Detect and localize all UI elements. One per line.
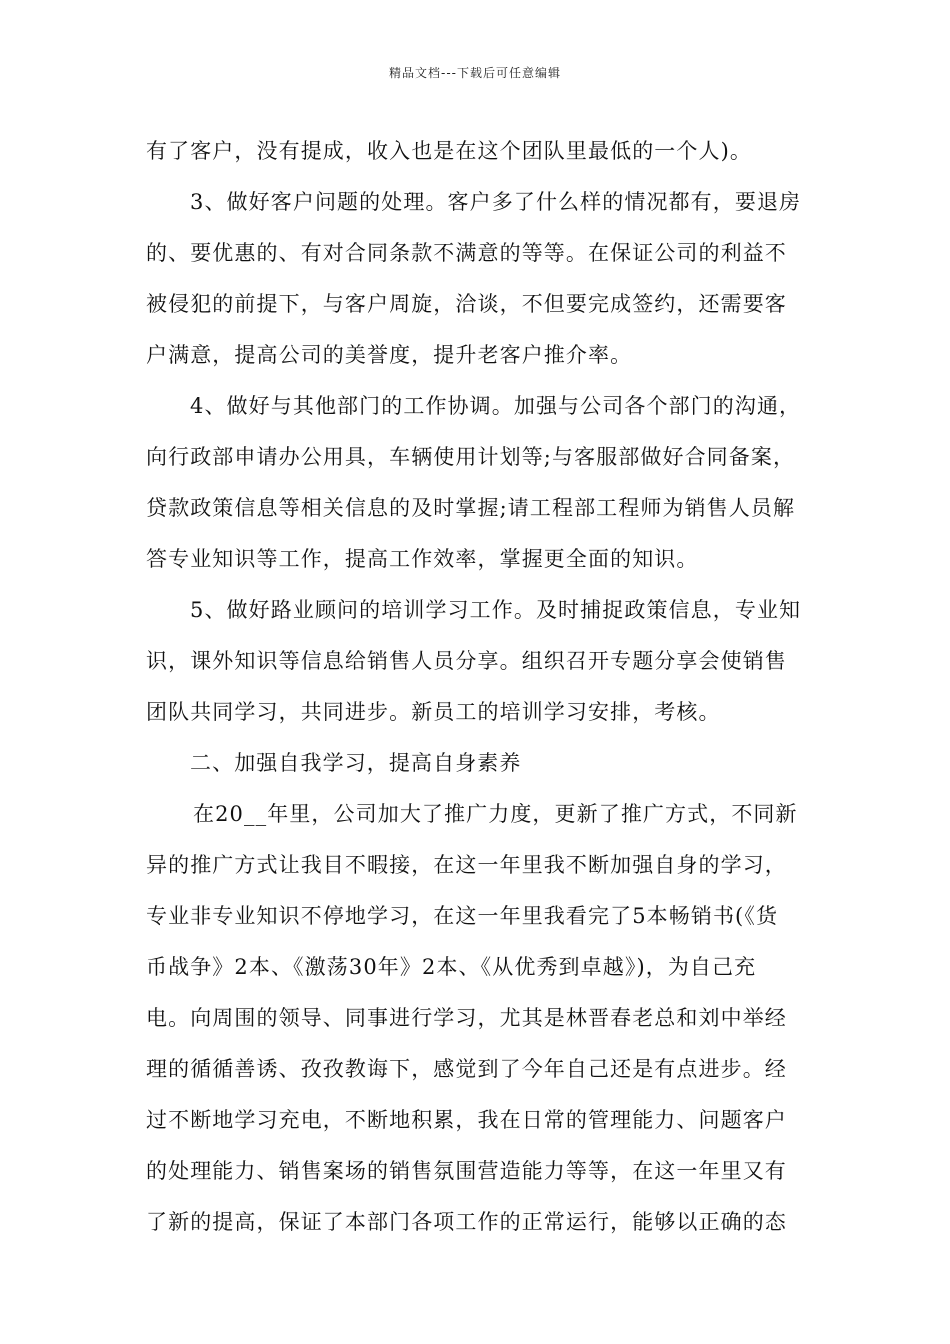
text-line: 5、做好路业顾问的培训学习工作。及时捕捉政策信息，专业知 [190, 598, 802, 622]
document-header: 精品文档---下载后可任意编辑 [389, 66, 561, 80]
text-line: 专业非专业知识不停地学习，在这一年里我看完了5本畅销书(《货 [146, 904, 779, 928]
text-line: 币战争》2本、《激荡30年》2本、《从优秀到卓越》)，为自己充 [146, 955, 757, 979]
text-line: 识，课外知识等信息给销售人员分享。组织召开专题分享会使销售 [146, 649, 787, 673]
section-heading: 二、加强自我学习，提高自身素养 [190, 751, 522, 775]
text-line: 答专业知识等工作，提高工作效率，掌握更全面的知识。 [146, 547, 699, 571]
text-line: 贷款政策信息等相关信息的及时掌握;请工程部工程师为销售人员解 [146, 496, 796, 520]
text-line: 被侵犯的前提下，与客户周旋，洽谈，不但要完成签约，还需要客 [146, 292, 787, 316]
text-line: 的处理能力、销售案场的销售氛围营造能力等等，在这一年里又有 [146, 1159, 787, 1183]
text-line: 的、要优惠的、有对合同条款不满意的等等。在保证公司的利益不 [146, 241, 787, 265]
text-line: 3、做好客户问题的处理。客户多了什么样的情况都有，要退房 [190, 190, 802, 214]
text-line: 过不断地学习充电，不断地积累，我在日常的管理能力、问题客户 [146, 1108, 787, 1132]
text-line: 有了客户，没有提成，收入也是在这个团队里最低的一个人)。 [146, 139, 752, 163]
text-line: 向行政部申请办公用具，车辆使用计划等;与客服部做好合同备案， [146, 445, 796, 469]
text-line: 在20__年里，公司加大了推广力度，更新了推广方式，不同新 [193, 802, 798, 826]
document-body [146, 126, 806, 1248]
text-line: 理的循循善诱、孜孜教诲下，感觉到了今年自己还是有点进步。经 [146, 1057, 787, 1081]
text-line: 户满意，提高公司的美誉度，提升老客户推介率。 [146, 343, 633, 367]
text-line: 电。向周围的领导、同事进行学习，尤其是林晋春老总和刘中举经 [146, 1006, 787, 1030]
text-line: 了新的提高，保证了本部门各项工作的正常运行，能够以正确的态 [146, 1210, 787, 1234]
text-line: 团队共同学习，共同进步。新员工的培训学习安排，考核。 [146, 700, 721, 724]
text-line: 异的推广方式让我目不暇接，在这一年里我不断加强自身的学习， [146, 853, 787, 877]
text-line: 4、做好与其他部门的工作协调。加强与公司各个部门的沟通， [190, 394, 802, 418]
